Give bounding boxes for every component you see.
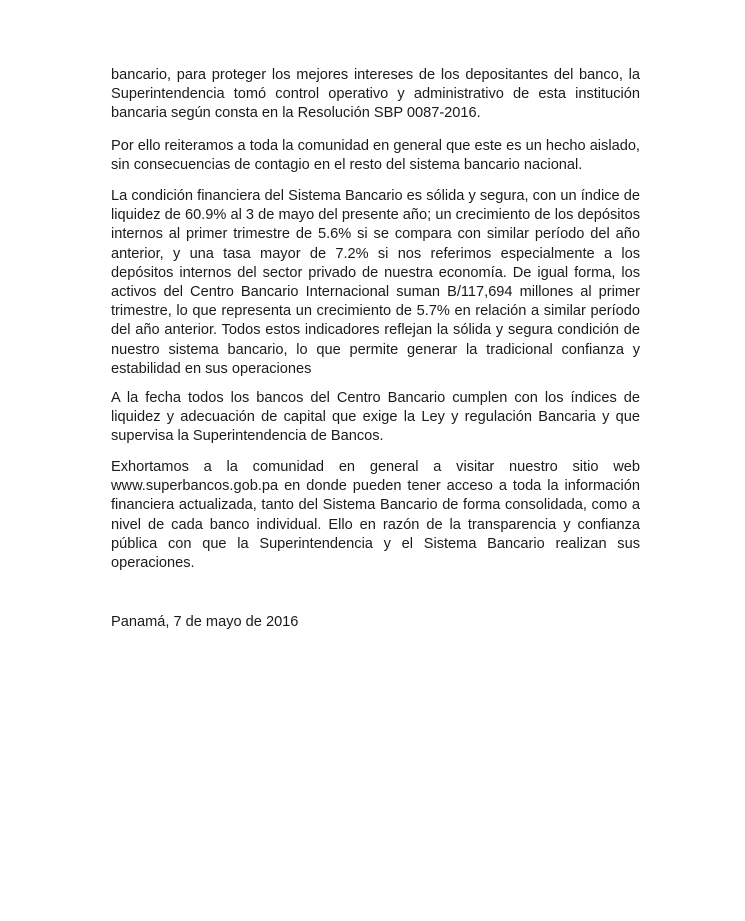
closing-date-line: Panamá, 7 de mayo de 2016 <box>111 614 299 630</box>
paragraph-isolated-event: Por ello reiteramos a toda la comunidad en general que este es un hecho aislado, sin consecuencias de contagio en el resto del sistema bancario nacional. <box>111 138 640 174</box>
paragraph-compliance: A la fecha todos los bancos del Centro Bancario cumplen con los índices de liquidez y adecuación de capital que exige la Ley y regulación Bancaria y que supervisa la Superintendencia de Bancos. <box>111 390 640 445</box>
paragraph-intervention: bancario, para proteger los mejores intereses de los depositantes del banco, la Superintendencia tomó control operativo y administrativo de esta institución bancaria según consta en la Resolución SBP 0087-2016. <box>111 67 640 122</box>
paragraph-financial-condition: La condición financiera del Sistema Bancario es sólida y segura, con un índice de liquidez de 60.9% al 3 de mayo del presente año; un crecimiento de los depósitos internos al primer trimestre de 5.6% si se compara con similar período del año anterior, y una tasa mayor de 7.2% si nos referimos especialmente a los depósitos internos del sector privado de nuestra economía. De igual forma, los activos del Centro Bancario Internacional suman B/117,694 millones al primer trimestre, lo que representa un crecimiento de 5.7% en relación a similar período del año anterior. Todos estos indicadores reflejan la sólida y segura condición de nuestro sistema bancario, lo que permite generar la tradicional confianza y estabilidad en sus operaciones <box>111 188 640 377</box>
paragraph-website-exhortation: Exhortamos a la comunidad en general a visitar nuestro sitio web www.superbancos.gob.pa en donde pueden tener acceso a toda la información financiera actualizada, tanto del Sistema Bancario de forma consolidada, como a nivel de cada banco individual. Ello en razón de la transparencia y confianza pública con que la Superintendencia y el Sistema Bancario realizan sus operaciones. <box>111 459 640 572</box>
